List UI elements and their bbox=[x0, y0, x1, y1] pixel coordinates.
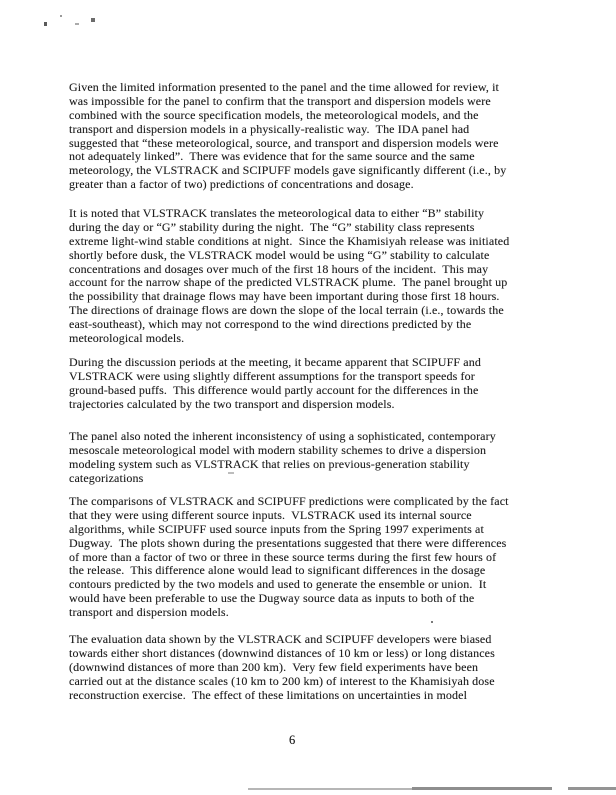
paragraph-4 bbox=[69, 430, 496, 486]
text-line: During the discussion periods at the meeting, it became apparent that SCIPUFF and bbox=[69, 355, 481, 369]
text-line: algorithms, while SCIPUFF used source inputs from the Spring 1997 experiments at bbox=[69, 521, 484, 536]
text-line: suggested that “these meteorological, source, and transport and dispersion models were bbox=[69, 135, 499, 150]
text-line: categorizations bbox=[69, 470, 144, 485]
text-line: ground-based puffs. This difference would partly account for the differences in the bbox=[69, 382, 479, 397]
scan-speck bbox=[60, 15, 62, 17]
scan-streak bbox=[248, 788, 412, 790]
text-line: concentrations and dosages over much of the first 18 hours of the incident. This may bbox=[69, 261, 489, 276]
text-line: The directions of drainage flows are down the slope of the local terrain (i.e., towards the bbox=[69, 303, 504, 318]
text-line: The panel also noted the inherent inconsistency of using a sophisticated, contemporary bbox=[69, 429, 496, 443]
text-line: greater than a factor of two) predictions of concentrations and dosage. bbox=[69, 177, 414, 192]
text-line: would have been preferable to use the Dugway source data as inputs to both of the bbox=[69, 591, 475, 606]
text-line: meteorology, the VLSTRACK and SCIPUFF models gave significantly different (i.e., by bbox=[69, 163, 507, 178]
text-line: carried out at the distance scales (10 km to 200 km) of interest to the Khamisiyah dose bbox=[69, 673, 495, 688]
scan-streak bbox=[412, 787, 552, 790]
text-line: combined with the source specification models, the meteorological models, and the bbox=[69, 107, 479, 122]
text-line: Given the limited information presented to the panel and the time allowed for review, it bbox=[69, 80, 499, 94]
text-line: the release. This difference alone would lead to significant differences in the dosage bbox=[69, 563, 486, 578]
scan-speck bbox=[75, 23, 79, 25]
text-line: east-southeast), which may not correspond to the wind directions predicted by the bbox=[69, 317, 472, 332]
text-line: account for the narrow shape of the predicted VLSTRACK plume. The panel brought up bbox=[69, 275, 508, 290]
paragraph-2 bbox=[69, 207, 509, 346]
page-number: 6 bbox=[289, 733, 296, 747]
text-line: VLSTRACK were using slightly different assumptions for the transport speeds for bbox=[69, 368, 475, 383]
paragraph-5 bbox=[69, 495, 509, 620]
text-line: modeling system such as VLSTRACK that relies on previous-generation stability bbox=[69, 456, 470, 471]
text-line: The evaluation data shown by the VLSTRACK and SCIPUFF developers were biased bbox=[69, 632, 492, 646]
scan-speck bbox=[91, 18, 95, 22]
text-line: (downwind distances of more than 200 km). Very few field experiments have been bbox=[69, 659, 479, 674]
text-line: extreme light-wind stable conditions at night. Since the Khamisiyah release was initiated bbox=[69, 233, 510, 248]
text-line: contours predicted by the two models and used to generate the ensemble or union. It bbox=[69, 577, 487, 592]
text-line: during the day or “G” stability during the night. The “G” stability class represents bbox=[69, 219, 475, 234]
text-line: The comparisons of VLSTRACK and SCIPUFF predictions were complicated by the fact bbox=[69, 494, 509, 508]
text-line: mesoscale meteorological model with modern stability schemes to drive a dispersion bbox=[69, 442, 487, 457]
paragraph-1 bbox=[69, 81, 506, 192]
scan-speck bbox=[431, 621, 433, 623]
text-line: meteorological models. bbox=[69, 331, 185, 346]
text-line: trajectories calculated by the two transport and dispersion models. bbox=[69, 396, 395, 411]
text-line: Dugway. The plots shown during the presentations suggested that there were differences bbox=[69, 535, 507, 550]
paragraph-3 bbox=[69, 356, 481, 412]
text-line: was impossible for the panel to confirm that the transport and dispersion models were bbox=[69, 93, 491, 108]
text-line: that they were using different source inputs. VLSTRACK used its internal source bbox=[69, 507, 472, 522]
text-line: towards either short distances (downwind distances of 10 km or less) or long distances bbox=[69, 645, 495, 660]
text-line: the possibility that drainage flows may have been important during those first 18 hours. bbox=[69, 289, 500, 304]
text-line: shortly before dusk, the VLSTRACK model would be using “G” stability to calculate bbox=[69, 247, 490, 262]
text-line: transport and dispersion models. bbox=[69, 605, 229, 620]
text-line: transport and dispersion models in a physically-realistic way. The IDA panel had bbox=[69, 121, 470, 136]
text-line: not adequately linked”. There was evidence that for the same source and the same bbox=[69, 149, 475, 164]
scan-streak bbox=[568, 787, 616, 790]
text-line: reconstruction exercise. The effect of these limitations on uncertainties in model bbox=[69, 687, 468, 702]
text-line: of more than a factor of two or three in these source terms during the first few hours of bbox=[69, 549, 497, 564]
text-line: It is noted that VLSTRACK translates the meteorological data to either “B” stability bbox=[69, 206, 485, 220]
paragraph-6 bbox=[69, 633, 495, 702]
scan-speck bbox=[44, 22, 47, 26]
